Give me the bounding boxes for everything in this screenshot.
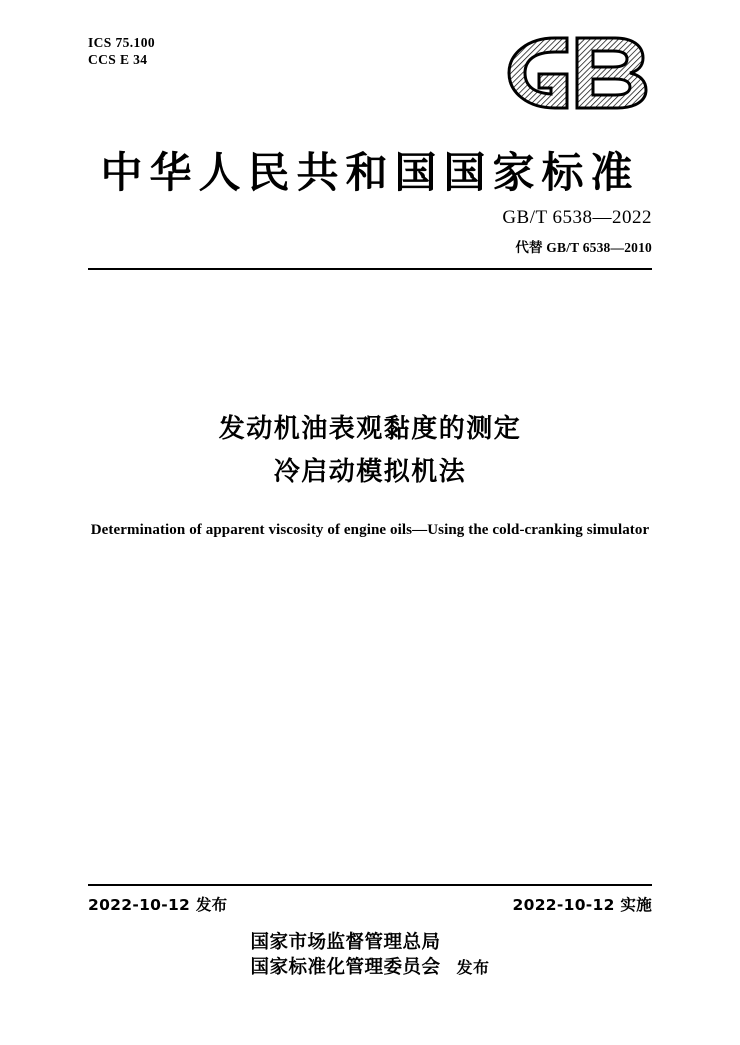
issuer-names: [250, 930, 440, 980]
cover-header: [88, 34, 652, 144]
divider-top: [88, 268, 652, 270]
document-title-line2: 冷启动模拟机法: [273, 457, 467, 487]
document-title: [0, 408, 740, 494]
standard-number: GB/T 6538—2022: [502, 207, 652, 228]
classification-codes: [88, 34, 155, 68]
ics-code: ICS 75.100: [88, 35, 156, 50]
ccs-code: CCS E 34: [88, 52, 148, 67]
page-title: 中华人民共和国国家标准: [100, 148, 640, 197]
document-title-english: Determination of apparent viscosity of engine oils—Using the cold-cranking simulator: [90, 522, 650, 538]
issuer-line-2: 国家标准化管理委员会: [250, 957, 441, 978]
gb-emblem-icon: [497, 30, 652, 116]
implementation-date: 2022-10-12 实施: [512, 896, 652, 914]
issuer-line-1: 国家市场监督管理总局: [250, 932, 441, 953]
divider-bottom: [88, 884, 652, 886]
document-title-line1: 发动机油表观黏度的测定: [218, 414, 522, 444]
issue-date: 2022-10-12 发布: [88, 896, 228, 914]
issue-verb: 发布: [456, 958, 490, 977]
issuer-block: [0, 930, 740, 980]
standard-number-block: [502, 207, 652, 256]
standard-replaces: 代替 GB/T 6538—2010: [515, 240, 652, 255]
